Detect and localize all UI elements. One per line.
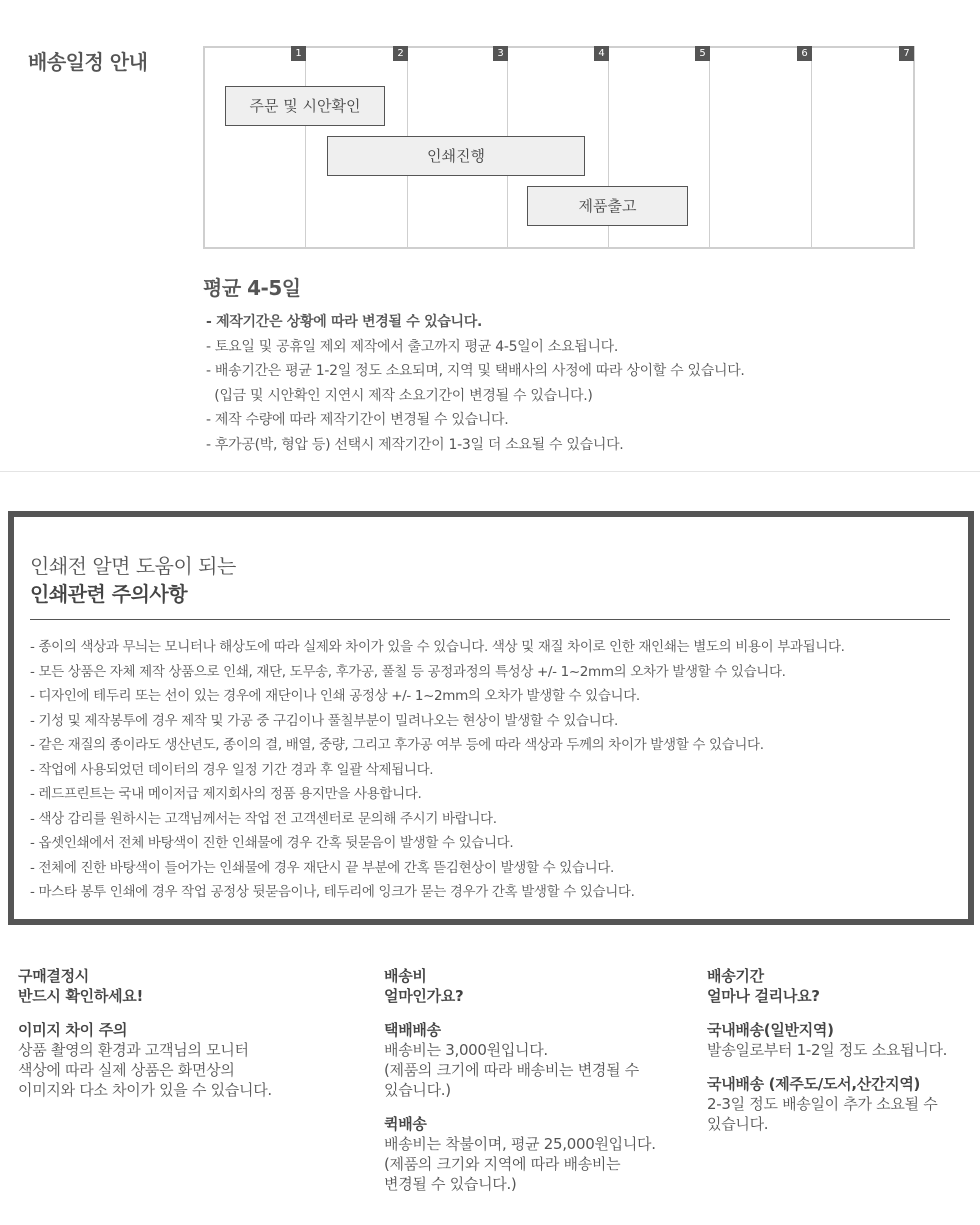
- domestic-remote-text: 있습니다.: [707, 1115, 769, 1133]
- quick-text-line: 배송비는 착불이며, 평균 25,000원입니다.: [384, 1135, 656, 1153]
- caution-item: - 옵셋인쇄에서 전체 바탕색이 진한 인쇄물에 경우 간혹 뒷묻음이 발생할 수 있습니다.: [30, 835, 514, 851]
- caution-item: - 마스타 봉투 인쇄에 경우 작업 공정상 뒷묻음이나, 테두리에 잉크가 묻는 경우가 간혹 발생할 수 있습니다.: [30, 884, 635, 900]
- day-number-5: 5: [695, 46, 710, 61]
- note-item: - 제작기간은 상황에 따라 변경될 수 있습니다.: [206, 314, 483, 330]
- schedule-timeline: [203, 46, 915, 249]
- shipping-cost-heading-line1: 배송비: [384, 967, 427, 985]
- caution-item: - 기성 및 제작봉투에 경우 제작 및 가공 중 구김이나 풀칠부분이 밀려나오는 현상이 발생할 수 있습니다.: [30, 712, 618, 729]
- purchase-heading-line1: 구매결정시: [18, 967, 89, 985]
- note-item: - 토요일 및 공휴일 제외 제작에서 출고까지 평균 4-5일이 소요됩니다.: [206, 338, 619, 355]
- schedule-notes: [206, 310, 745, 457]
- day-number-7: 7: [899, 46, 914, 61]
- caution-title: 인쇄관련 주의사항: [30, 582, 188, 606]
- note-item: - 후가공(박, 형압 등) 선택시 제작기간이 1-3일 더 소요될 수 있습니다.: [206, 436, 624, 453]
- day-divider: [811, 48, 812, 247]
- caution-item: - 같은 재질의 종이라도 생산년도, 종이의 결, 배열, 중량, 그리고 후가공 여부 등에 따라 색상과 두께의 차이가 발생할 수 있습니다.: [30, 737, 764, 753]
- domestic-remote-text: 2-3일 정도 배송일이 추가 소요될 수: [707, 1095, 938, 1113]
- bar-printing: 인쇄진행: [327, 136, 585, 176]
- note-item: (입금 및 시안확인 지연시 제작 소요기간이 변경될 수 있습니다.): [206, 387, 593, 404]
- shipping-cost-heading-line2: 얼마인가요?: [384, 987, 464, 1005]
- parcel-text-line: 배송비는 3,000원입니다.: [384, 1041, 548, 1059]
- purchase-text-line: 상품 촬영의 환경과 고객님의 모니터: [18, 1041, 249, 1059]
- caution-subtitle: 인쇄전 알면 도움이 되는: [30, 554, 236, 578]
- day-number-2: 2: [393, 46, 408, 61]
- purchase-info-column: [18, 966, 348, 1100]
- purchase-text-line: 이미지와 다소 차이가 있을 수 있습니다.: [18, 1081, 272, 1099]
- shipping-cost-column: [384, 966, 684, 1194]
- parcel-text-line: 있습니다.): [384, 1081, 451, 1099]
- caution-item: - 레드프린트는 국내 메이저급 제지회사의 정품 용지만을 사용합니다.: [30, 786, 422, 802]
- purchase-heading-line2: 반드시 확인하세요!: [18, 987, 143, 1005]
- quick-text-line: 변경될 수 있습니다.): [384, 1175, 517, 1193]
- note-item: - 배송기간은 평균 1-2일 정도 소요되며, 지역 및 택배사의 사정에 따라 상이할 수 있습니다.: [206, 363, 745, 379]
- shipping-time-column: [707, 966, 977, 1134]
- caution-item: - 디자인에 테두리 또는 선이 있는 경우에 재단이나 인쇄 공정상 +/- 1~2mm의 오차가 발생할 수 있습니다.: [30, 688, 640, 704]
- shipping-time-heading-line1: 배송기간: [707, 967, 764, 985]
- domestic-remote-heading: 국내배송 (제주도/도서,산간지역): [707, 1075, 921, 1093]
- shipping-time-heading-line2: 얼마나 걸리나요?: [707, 987, 820, 1005]
- day-number-4: 4: [594, 46, 609, 61]
- section-divider: [0, 471, 980, 472]
- caution-item: - 전체에 진한 바탕색이 들어가는 인쇄물에 경우 재단시 끝 부분에 간혹 뜯김현상이 발생할 수 있습니다.: [30, 859, 614, 876]
- image-difference-heading: 이미지 차이 주의: [18, 1021, 128, 1039]
- note-item: - 제작 수량에 따라 제작기간이 변경될 수 있습니다.: [206, 412, 509, 428]
- day-number-6: 6: [797, 46, 812, 61]
- caution-item: - 모든 상품은 자체 제작 상품으로 인쇄, 재단, 도무송, 후가공, 풀칠 등 공정과정의 특성상 +/- 1~2mm의 오차가 발생할 수 있습니다.: [30, 663, 786, 680]
- domestic-general-text: 발송일로부터 1-2일 정도 소요됩니다.: [707, 1041, 948, 1059]
- bar-order-confirm: 주문 및 시안확인: [225, 86, 385, 126]
- caution-item: - 색상 감리를 원하시는 고객님께서는 작업 전 고객센터로 문의해 주시기 바랍니다.: [30, 810, 497, 827]
- caution-divider: [30, 619, 950, 620]
- day-number-3: 3: [493, 46, 508, 61]
- day-number-1: 1: [291, 46, 306, 61]
- schedule-title: 배송일정 안내: [28, 50, 148, 74]
- domestic-general-heading: 국내배송(일반지역): [707, 1021, 834, 1039]
- caution-item: - 종이의 색상과 무늬는 모니터나 해상도에 따라 실제와 차이가 있을 수 있습니다. 색상 및 재질 차이로 인한 재인쇄는 별도의 비용이 부과됩니다.: [30, 639, 845, 655]
- average-duration: 평균 4-5일: [203, 276, 301, 300]
- parcel-text-line: (제품의 크기에 따라 배송비는 변경될 수: [384, 1061, 639, 1079]
- quick-text-line: (제품의 크기와 지역에 따라 배송비는: [384, 1155, 621, 1173]
- caution-item: - 작업에 사용되었던 데이터의 경우 일정 기간 경과 후 일괄 삭제됩니다.: [30, 761, 434, 778]
- quick-delivery-heading: 퀵배송: [384, 1115, 427, 1133]
- purchase-text-line: 색상에 따라 실제 상품은 화면상의: [18, 1061, 235, 1079]
- bar-shipping: 제품출고: [527, 186, 688, 226]
- day-divider: [709, 48, 710, 247]
- day-divider: [305, 48, 306, 247]
- parcel-delivery-heading: 택배배송: [384, 1021, 441, 1039]
- caution-list: [30, 635, 845, 905]
